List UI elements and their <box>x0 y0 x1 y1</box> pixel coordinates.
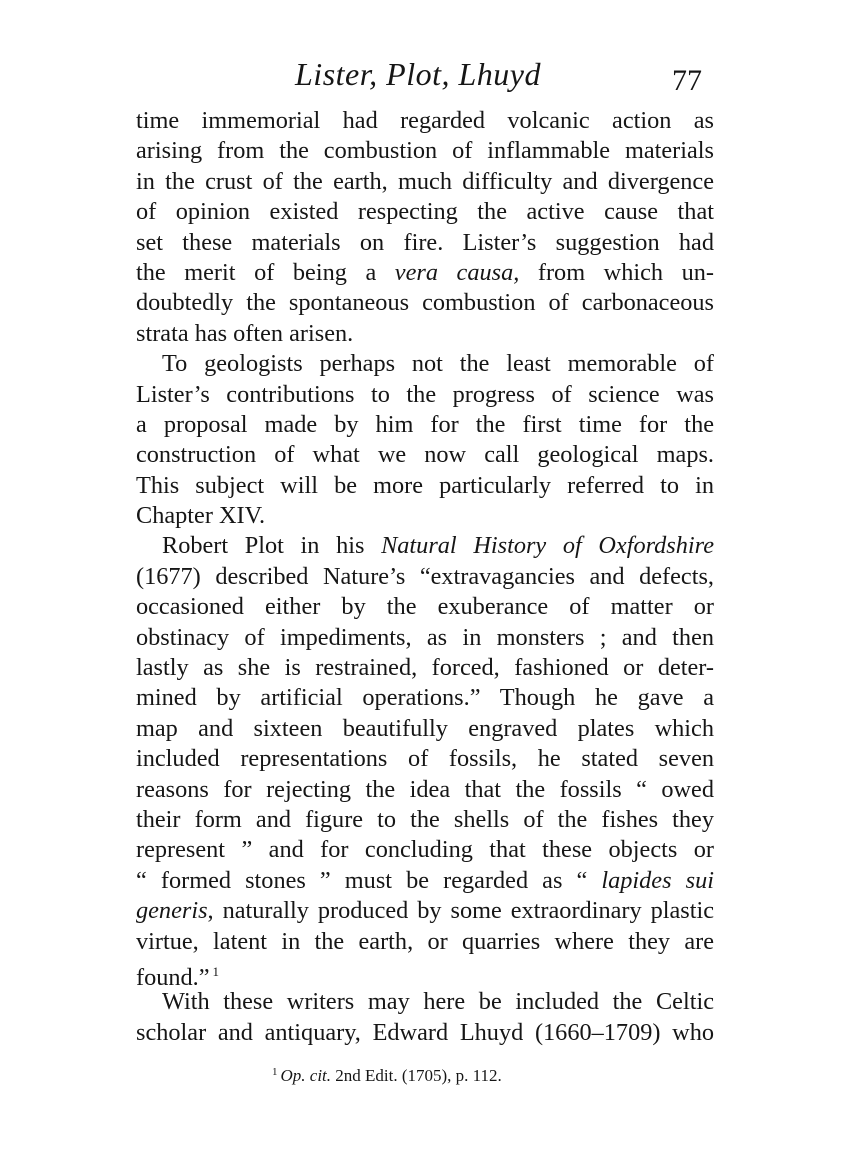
text-line: time immemorial had regarded volcanic action as <box>136 107 714 134</box>
italic-book-title: Natural History of Oxfordshire <box>381 532 714 560</box>
text-line: doubtedly the spontaneous combustion of carbonaceous <box>136 289 714 317</box>
text-line: represent ” and for concluding that these objects or <box>136 836 714 864</box>
footnote-op-cit: Op. cit. <box>280 1066 332 1085</box>
italic-phrase-vera-causa: vera causa, <box>394 258 520 286</box>
text-line: This subject will be more particularly referred to in <box>136 471 714 499</box>
text-fragment: the merit of being a <box>136 258 395 286</box>
paragraph-start: To geologists perhaps not the least memorable of <box>162 350 714 378</box>
text-line: arising from the combustion of inflammable materials <box>136 137 714 165</box>
text-line <box>136 866 714 896</box>
text-line: mined by artificial operations.” Though he gave a <box>136 684 714 712</box>
text-line: Lister’s contributions to the progress of science was <box>136 380 714 408</box>
body-text <box>136 106 714 1048</box>
text-fragment: from which un- <box>519 258 714 286</box>
paragraph-start <box>136 531 714 561</box>
footnote <box>272 1066 592 1086</box>
page-number: 77 <box>672 64 702 97</box>
text-line: construction of what we now call geological maps. <box>136 441 714 469</box>
text-line: occasioned either by the exuberance of matter or <box>136 593 714 621</box>
running-head <box>0 56 850 96</box>
text-line: scholar and antiquary, Edward Lhuyd (1660–1709) who <box>136 1018 714 1046</box>
text-line: obstinacy of impediments, as in monsters ; and then <box>136 623 714 651</box>
text-line: virtue, latent in the earth, or quarries where they are <box>136 927 714 955</box>
footnote-text: 2nd Edit. (1705), p. 112. <box>331 1066 502 1085</box>
text-line: map and sixteen beautifully engraved plates which <box>136 714 714 742</box>
text-line: their form and figure to the shells of the fishes they <box>136 805 714 833</box>
paragraph-start: With these writers may here be included the Celtic <box>162 988 714 1016</box>
text-line: strata has often arisen. <box>136 319 354 347</box>
footnote-reference[interactable]: 1 <box>212 963 220 979</box>
italic-phrase-lapides-sui: lapides sui <box>601 866 714 894</box>
text-line <box>136 258 714 288</box>
text-fragment: Robert Plot in his <box>162 532 382 560</box>
text-line: reasons for rejecting the idea that the fossils “ owed <box>136 775 714 803</box>
text-line: Chapter XIV. <box>136 502 266 530</box>
text-line: a proposal made by him for the first time for the <box>136 410 714 438</box>
text-line <box>136 957 714 991</box>
italic-word-generis: generis <box>136 897 208 925</box>
text-line: in the crust of the earth, much difficulty and divergence <box>136 167 714 195</box>
text-fragment: , naturally produced by some extraordinary plastic <box>207 897 714 925</box>
text-fragment: found.” <box>136 963 210 991</box>
text-line: of opinion existed respecting the active cause that <box>136 198 714 226</box>
running-title: Lister, Plot, Lhuyd <box>295 56 541 92</box>
text-line: lastly as she is restrained, forced, fashioned or deter- <box>136 654 714 682</box>
text-line: set these materials on fire. Lister’s suggestion had <box>136 228 714 256</box>
footnote-marker: 1 <box>272 1066 278 1078</box>
text-line: (1677) described Nature’s “extravagancies and defects, <box>136 562 714 590</box>
text-line <box>136 896 714 926</box>
text-fragment: “ formed stones ” must be regarded as “ <box>136 866 602 894</box>
text-line: included representations of fossils, he stated seven <box>136 745 714 773</box>
